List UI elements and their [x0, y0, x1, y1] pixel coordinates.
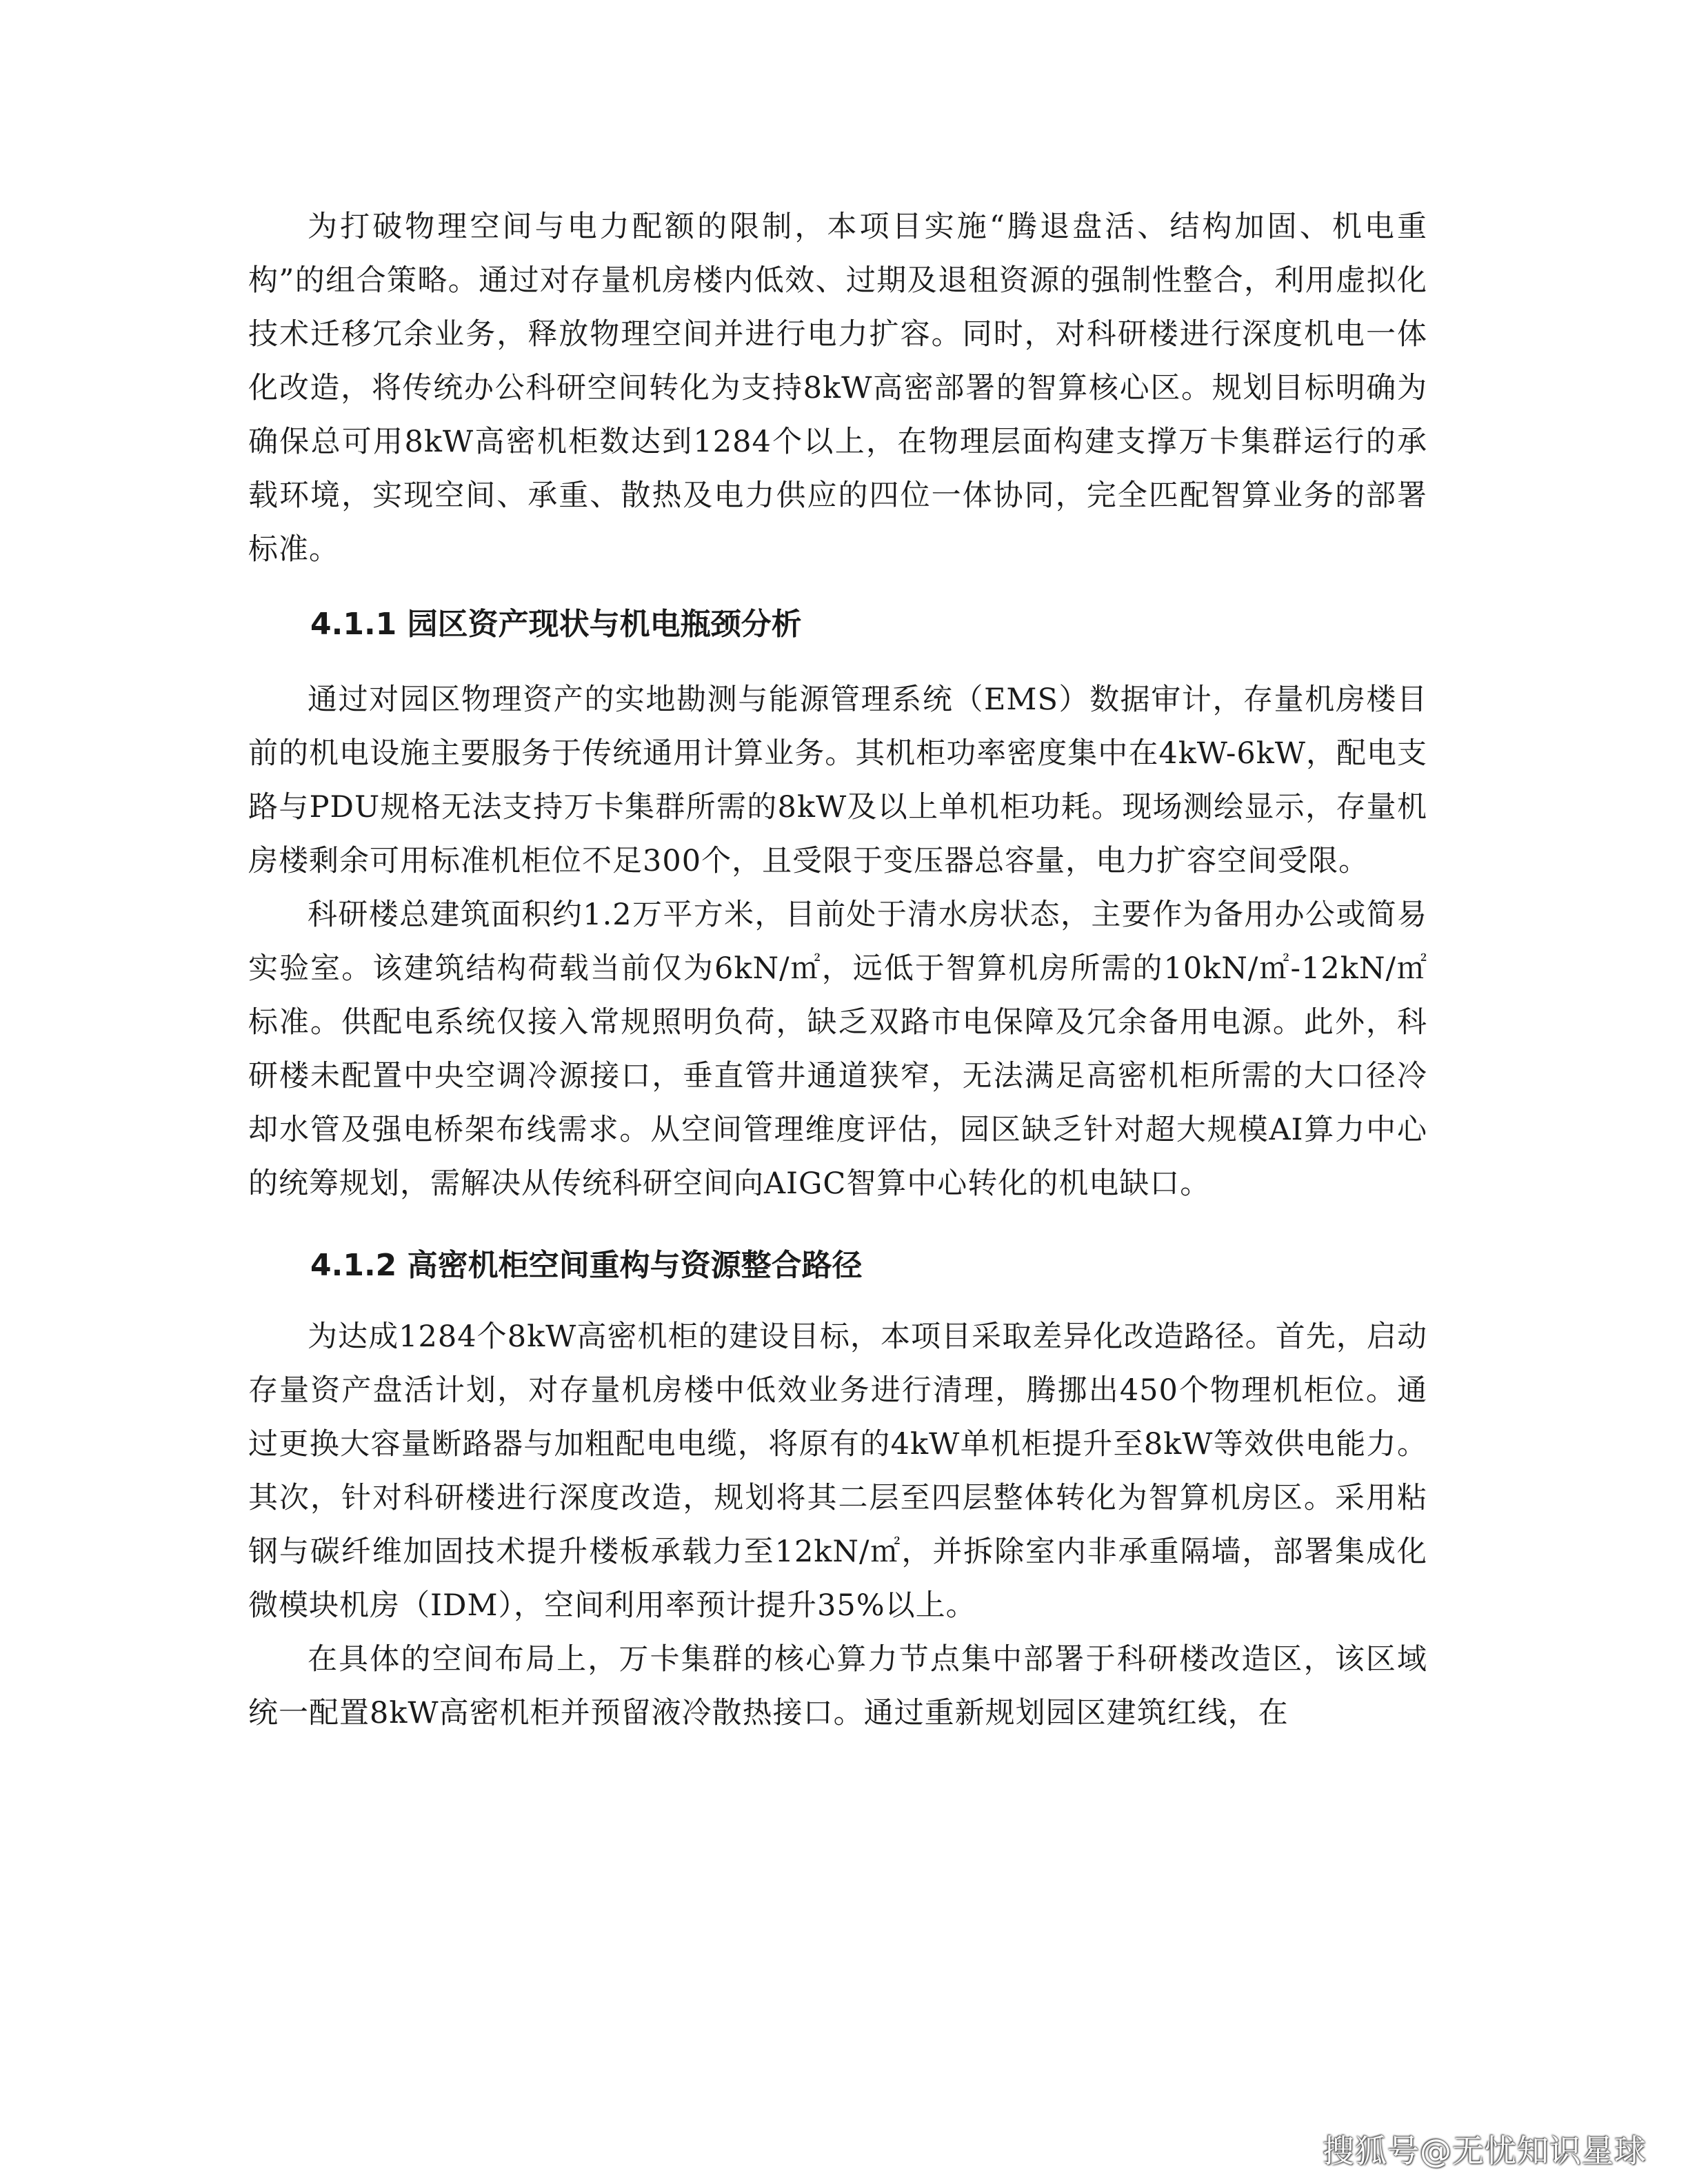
document-page [248, 200, 1427, 1740]
watermark: 搜狐号@无忧知识星球 [1323, 2132, 1647, 2170]
section-1-paragraph-1: 通过对园区物理资产的实地勘测与能源管理系统（EMS）数据审计，存量机房楼目前的机电设施主要服务于传统通用计算业务。其机柜功率密度集中在4kW-6kW，配电支路与PDU规格无法支持万卡集群所需的8kW及以上单机柜功耗。现场测绘显示，存量机房楼剩余可用标准机柜位不足300个，且受限于变压器总容量，电力扩容空间受限。 [248, 682, 1427, 878]
intro-paragraph: 为打破物理空间与电力配额的限制，本项目实施“腾退盘活、结构加固、机电重构”的组合策略。通过对存量机房楼内低效、过期及退租资源的强制性整合，利用虚拟化技术迁移冗余业务，释放物理空间并进行电力扩容。同时，对科研楼进行深度机电一体化改造，将传统办公科研空间转化为支持8kW高密部署的智算核心区。规划目标明确为确保总可用8kW高密机柜数达到1284个以上，在物理层面构建支撑万卡集群运行的承载环境，实现空间、承重、散热及电力供应的四位一体协同，完全匹配智算业务的部署标准。 [248, 210, 1427, 567]
section-heading-4-1-1: 4.1.1 园区资产现状与机电瓶颈分析 [310, 607, 802, 642]
section-2-paragraph-2: 在具体的空间布局上，万卡集群的核心算力节点集中部署于科研楼改造区，该区域统一配置8kW高密机柜并预留液冷散热接口。通过重新规划园区建筑红线，在 [248, 1642, 1427, 1730]
section-2-paragraph-1: 为达成1284个8kW高密机柜的建设目标，本项目采取差异化改造路径。首先，启动存量资产盘活计划，对存量机房楼中低效业务进行清理，腾挪出450个物理机柜位。通过更换大容量断路器与加粗配电电缆，将原有的4kW单机柜提升至8kW等效供电能力。其次，针对科研楼进行深度改造，规划将其二层至四层整体转化为智算机房区。采用粘钢与碳纤维加固技术提升楼板承载力至12kN/㎡，并拆除室内非承重隔墙，部署集成化微模块机房（IDM），空间利用率预计提升35%以上。 [248, 1320, 1427, 1623]
section-heading-4-1-2: 4.1.2 高密机柜空间重构与资源整合路径 [310, 1248, 863, 1283]
section-1-paragraph-2: 科研楼总建筑面积约1.2万平方米，目前处于清水房状态，主要作为备用办公或简易实验室。该建筑结构荷载当前仅为6kN/㎡，远低于智算机房所需的10kN/㎡-12kN/㎡标准。供配电系统仅接入常规照明负荷，缺乏双路市电保障及冗余备用电源。此外，科研楼未配置中央空调冷源接口，垂直管井通道狭窄，无法满足高密机柜所需的大口径冷却水管及强电桥架布线需求。从空间管理维度评估，园区缺乏针对超大规模AI算力中心的统筹规划，需解决从传统科研空间向AIGC智算中心转化的机电缺口。 [248, 898, 1427, 1201]
